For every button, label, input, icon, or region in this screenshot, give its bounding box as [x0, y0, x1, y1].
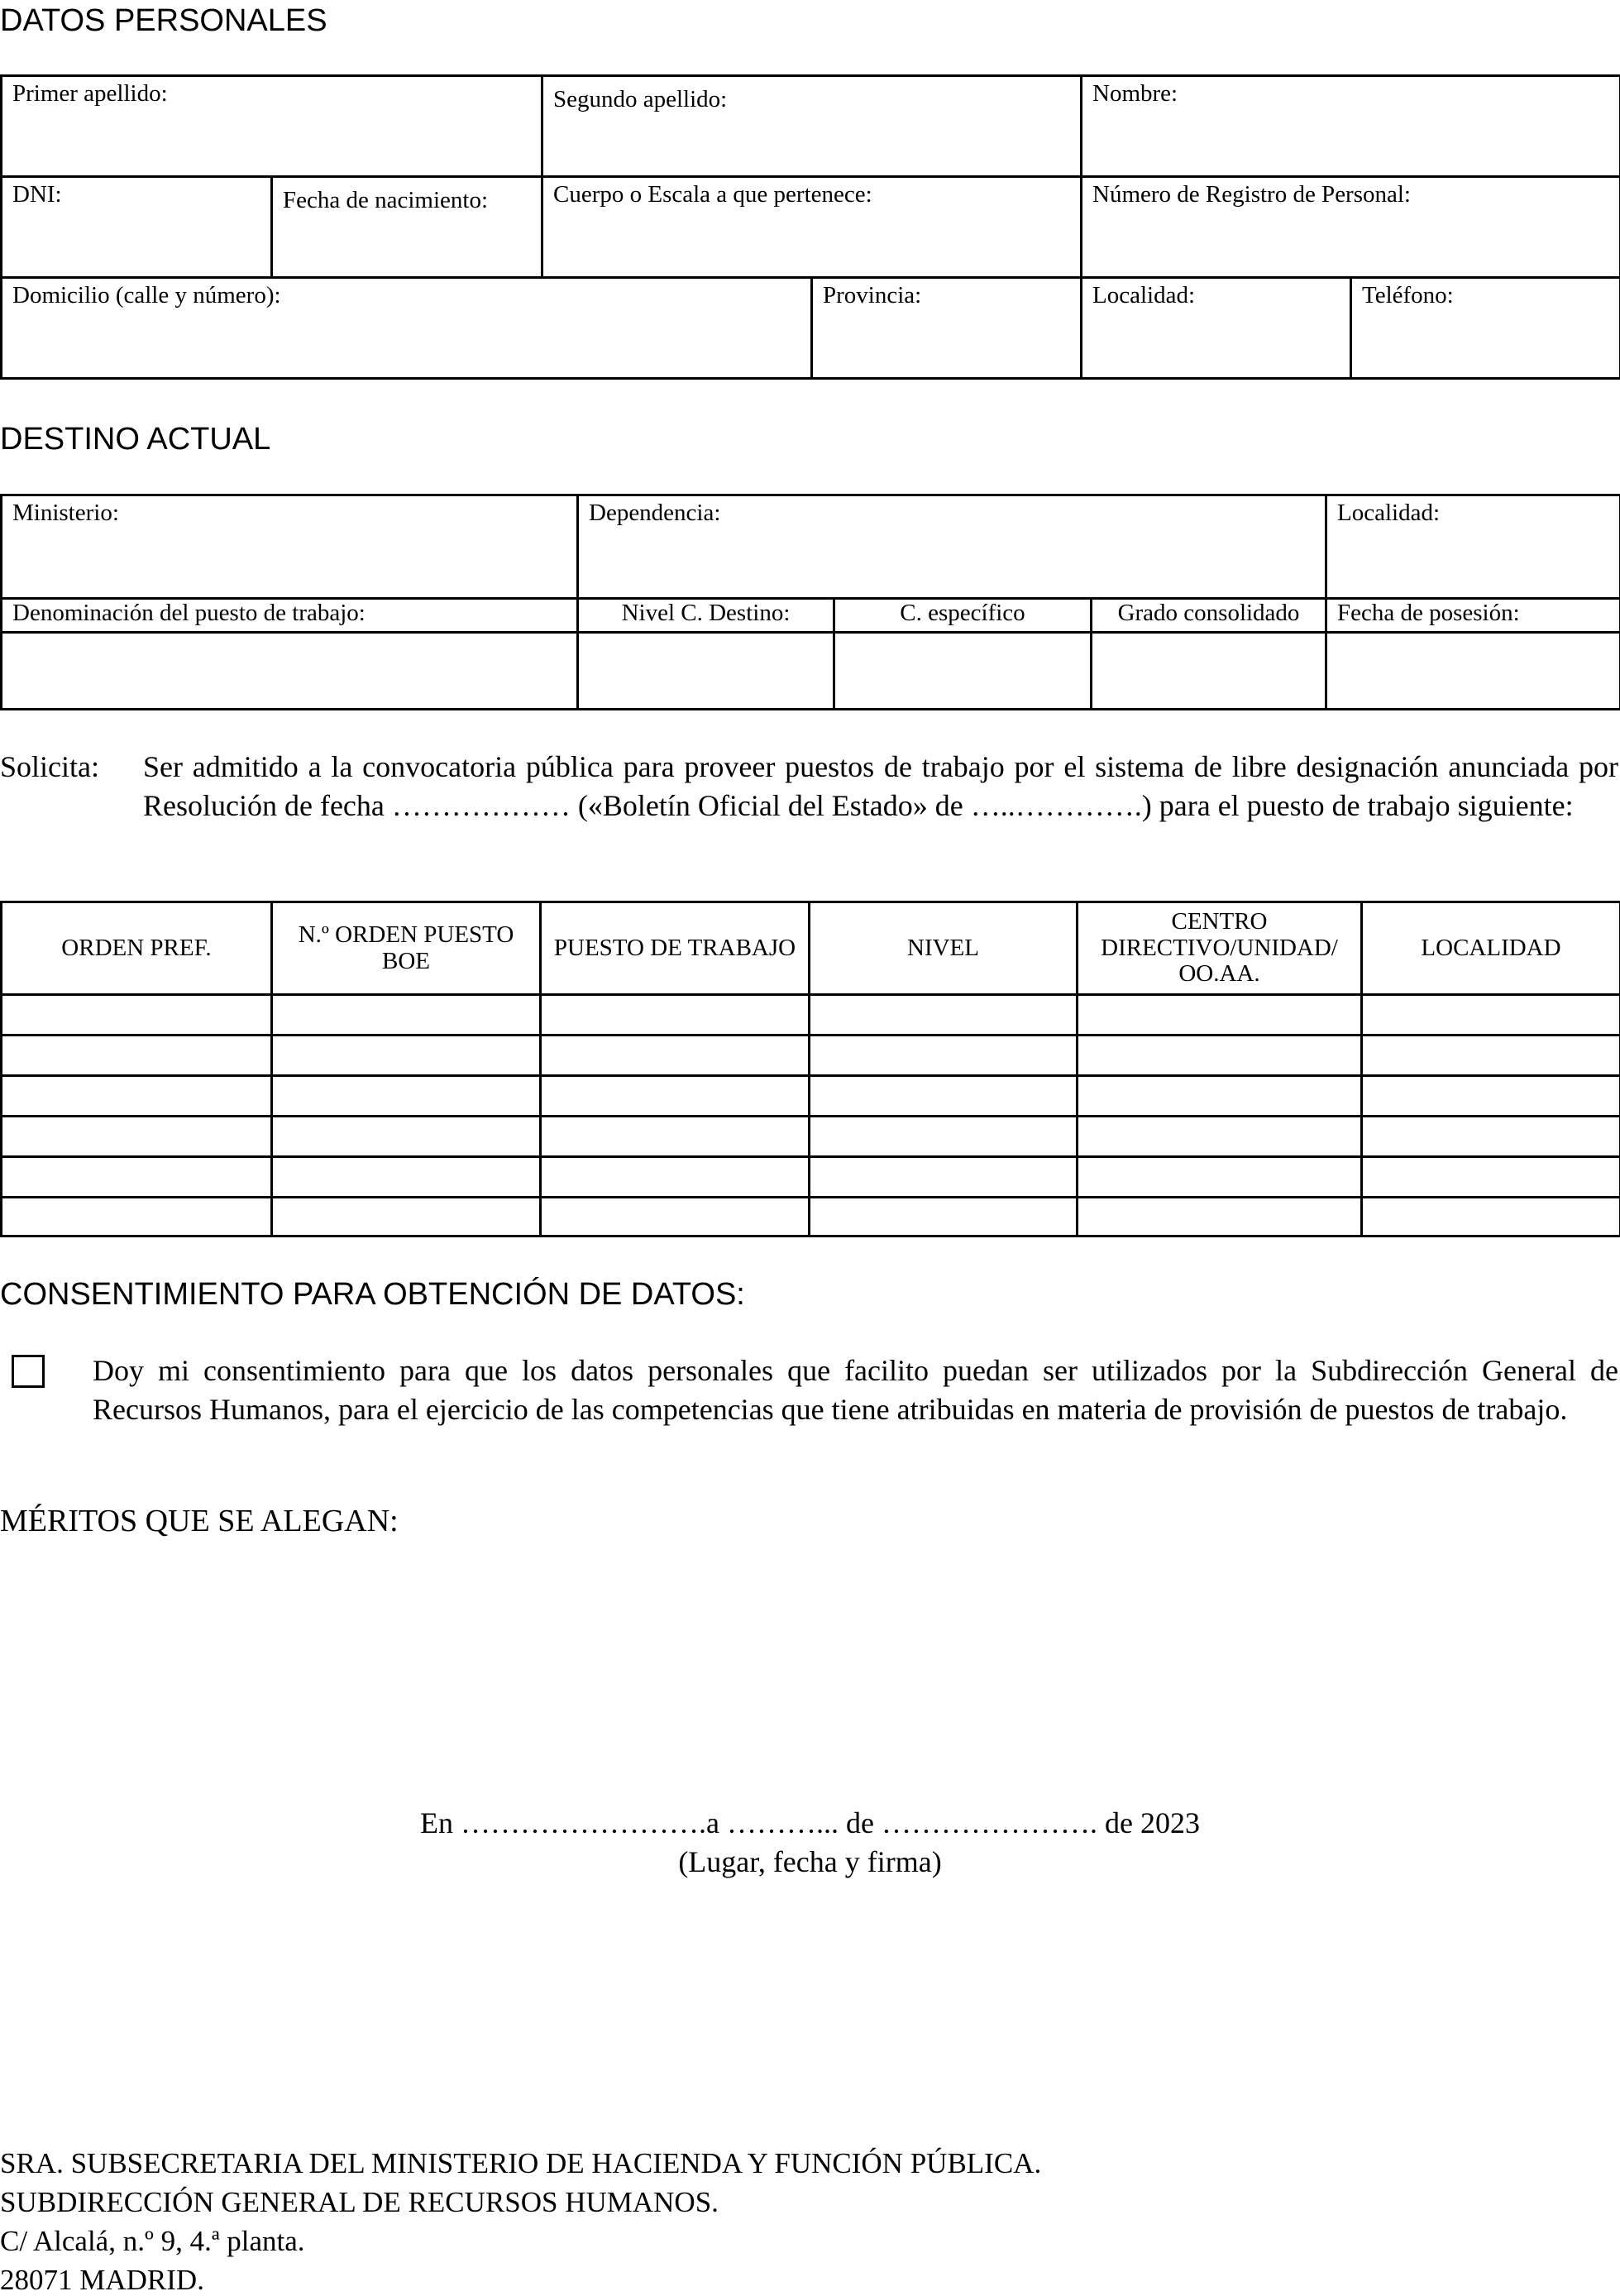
cell-input[interactable]: [541, 995, 810, 1036]
localidad-field[interactable]: [1082, 278, 1351, 379]
cell-input[interactable]: [541, 1157, 810, 1198]
telefono-field[interactable]: [1351, 278, 1620, 379]
consentimiento-text: Doy mi consentimiento para que los datos personales que facilito puedan ser utilizados por la Subdirección General de Recursos Humanos, para el ejercicio de las competencias que tiene atribuidas en materia de provisión de puestos de trabajo.: [93, 1354, 1618, 1426]
cell-input[interactable]: [810, 1157, 1078, 1198]
meritos-heading: MÉRITOS QUE SE ALEGAN:: [0, 1504, 399, 1538]
cell-input[interactable]: [1362, 1076, 1620, 1117]
cell-input[interactable]: [272, 1117, 541, 1157]
cell-input[interactable]: [810, 995, 1078, 1036]
cell-input[interactable]: [1362, 1157, 1620, 1198]
header-puesto-trabajo: PUESTO DE TRABAJO: [541, 902, 810, 995]
consentimiento-heading: CONSENTIMIENTO PARA OBTENCIÓN DE DATOS:: [0, 1277, 745, 1312]
solicita-text: Ser admitido a la convocatoria pública para proveer puestos de trabajo por el sistema de libre designación anunciada por Resolución de fecha ……………… («Boletín Oficial del Estado» de …..………….) para el puesto de trabajo siguiente:: [143, 750, 1618, 822]
cuerpo-escala-field[interactable]: [542, 177, 1082, 278]
datos-personales-table: [0, 74, 1620, 380]
domicilio-label: Domicilio (calle y número):: [12, 282, 281, 309]
datos-personales-heading: DATOS PERSONALES: [0, 3, 327, 38]
cell-input[interactable]: [541, 1198, 810, 1236]
cell-input[interactable]: [541, 1036, 810, 1076]
cell-input[interactable]: [810, 1117, 1078, 1157]
table-row: [2, 1198, 1620, 1236]
cell-input[interactable]: [272, 1036, 541, 1076]
cell-input[interactable]: [272, 995, 541, 1036]
localidad-destino-label: Localidad:: [1337, 500, 1441, 526]
primer-apellido-label: Primer apellido:: [12, 80, 168, 107]
header-nivel: NIVEL: [810, 902, 1078, 995]
cell-input[interactable]: [810, 1036, 1078, 1076]
header-orden-pref: ORDEN PREF.: [2, 902, 272, 995]
cell-input[interactable]: [2, 1157, 272, 1198]
consent-checkbox[interactable]: [12, 1355, 45, 1388]
cell-input[interactable]: [2, 1076, 272, 1117]
cell-input[interactable]: [2, 1198, 272, 1236]
c-especifico-input[interactable]: [834, 632, 1092, 709]
fecha-posesion-label: Fecha de posesión:: [1326, 599, 1620, 633]
table-row: [2, 1076, 1620, 1117]
cell-input[interactable]: [1078, 1036, 1362, 1076]
puestos-table: [0, 901, 1620, 1237]
dependencia-field[interactable]: [578, 495, 1326, 599]
cell-input[interactable]: [1078, 1117, 1362, 1157]
header-centro-directivo: CENTRO DIRECTIVO/UNIDAD/ OO.AA.: [1078, 902, 1362, 995]
header-orden-puesto-boe: N.º ORDEN PUESTO BOE: [272, 902, 541, 995]
destino-actual-heading: DESTINO ACTUAL: [0, 422, 271, 457]
destinatario-line-4: 28071 MADRID.: [0, 2264, 204, 2296]
cell-input[interactable]: [2, 1117, 272, 1157]
grado-consolidado-label: Grado consolidado: [1092, 599, 1326, 633]
cell-input[interactable]: [2, 1036, 272, 1076]
provincia-field[interactable]: [812, 278, 1082, 379]
domicilio-field[interactable]: [2, 278, 812, 379]
localidad-label: Localidad:: [1092, 282, 1196, 309]
cell-input[interactable]: [1362, 1036, 1620, 1076]
telefono-label: Teléfono:: [1362, 282, 1454, 309]
cell-input[interactable]: [541, 1076, 810, 1117]
nombre-field[interactable]: [1082, 76, 1620, 177]
denominacion-input[interactable]: [2, 632, 578, 709]
ministerio-label: Ministerio:: [12, 500, 119, 526]
primer-apellido-field[interactable]: [2, 76, 542, 177]
cell-input[interactable]: [272, 1076, 541, 1117]
segundo-apellido-label: Segundo apellido:: [553, 86, 728, 112]
numero-registro-field[interactable]: [1082, 177, 1620, 278]
c-especifico-label: C. específico: [834, 599, 1092, 633]
cell-input[interactable]: [1078, 995, 1362, 1036]
cell-input[interactable]: [1078, 1076, 1362, 1117]
firma-caption: (Lugar, fecha y firma): [678, 1845, 942, 1878]
cell-input[interactable]: [2, 995, 272, 1036]
fecha-nacimiento-label: Fecha de nacimiento:: [283, 187, 489, 213]
firma-line: En …………………….a ………... de …………………. de 2023: [420, 1806, 1200, 1839]
cell-input[interactable]: [1362, 1198, 1620, 1236]
table-row: [2, 1036, 1620, 1076]
ministerio-field[interactable]: [2, 495, 578, 599]
cuerpo-escala-label: Cuerpo o Escala a que pertenece:: [553, 181, 872, 208]
cell-input[interactable]: [272, 1198, 541, 1236]
dni-label: DNI:: [12, 181, 62, 208]
table-row: [2, 995, 1620, 1036]
fecha-posesion-input[interactable]: [1326, 632, 1620, 709]
cell-input[interactable]: [1078, 1198, 1362, 1236]
dni-field[interactable]: [2, 177, 272, 278]
nivel-destino-input[interactable]: [578, 632, 834, 709]
cell-input[interactable]: [1362, 995, 1620, 1036]
grado-consolidado-input[interactable]: [1092, 632, 1326, 709]
table-row: [2, 1117, 1620, 1157]
header-localidad: LOCALIDAD: [1362, 902, 1620, 995]
nombre-label: Nombre:: [1092, 80, 1178, 107]
localidad-destino-field[interactable]: [1326, 495, 1620, 599]
cell-input[interactable]: [810, 1076, 1078, 1117]
cell-input[interactable]: [272, 1157, 541, 1198]
cell-input[interactable]: [1078, 1157, 1362, 1198]
table-row: [2, 1157, 1620, 1198]
destinatario-line-3: C/ Alcalá, n.º 9, 4.ª planta.: [0, 2225, 305, 2257]
cell-input[interactable]: [1362, 1117, 1620, 1157]
dependencia-label: Dependencia:: [589, 500, 721, 526]
puestos-header-row: [2, 902, 1620, 995]
segundo-apellido-field[interactable]: [542, 76, 1082, 177]
nivel-destino-label: Nivel C. Destino:: [578, 599, 834, 633]
numero-registro-label: Número de Registro de Personal:: [1092, 181, 1411, 208]
destinatario-line-2: SUBDIRECCIÓN GENERAL DE RECURSOS HUMANOS.: [0, 2186, 719, 2218]
destinatario-line-1: SRA. SUBSECRETARIA DEL MINISTERIO DE HACIENDA Y FUNCIÓN PÚBLICA.: [0, 2147, 1042, 2179]
provincia-label: Provincia:: [823, 282, 922, 309]
cell-input[interactable]: [541, 1117, 810, 1157]
solicita-label: Solicita:: [0, 750, 99, 783]
denominacion-label: Denominación del puesto de trabajo:: [2, 599, 578, 633]
destino-actual-table: [0, 494, 1620, 710]
fecha-nacimiento-field[interactable]: [272, 177, 542, 278]
cell-input[interactable]: [810, 1198, 1078, 1236]
